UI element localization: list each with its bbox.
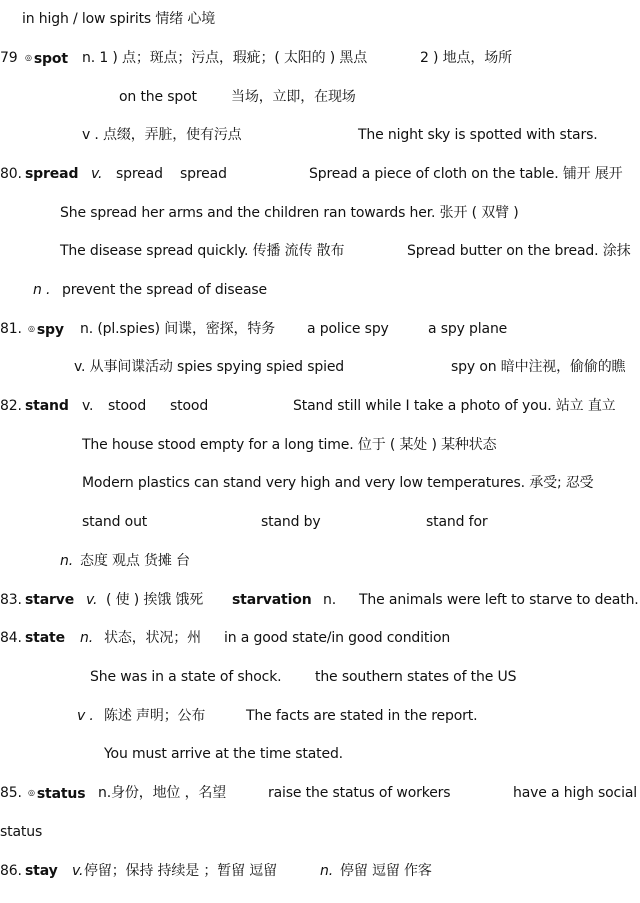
example-line — [0, 237, 640, 265]
part-of-speech: v. — [82, 398, 94, 414]
definition: n. 1 ) 点；斑点；污点，瑕疵；( 太阳的 ) 黑点 — [82, 50, 368, 66]
example-phrase: in a good state/in good condition — [224, 630, 451, 646]
phrase-line — [0, 508, 640, 536]
entry-number: 85. — [0, 785, 22, 801]
verb-sense-line — [0, 121, 640, 149]
noun-sense-line — [0, 276, 640, 304]
part-of-speech: n. — [323, 592, 337, 608]
example-phrase: a police spy — [307, 321, 389, 337]
headword: state — [25, 630, 65, 646]
phrase: stand for — [426, 514, 488, 530]
part-of-speech: v. — [72, 863, 84, 879]
headword — [28, 315, 64, 343]
part-of-speech: v . — [77, 708, 94, 724]
example-phrase: raise the status of workers — [268, 785, 451, 801]
example-line — [0, 199, 640, 227]
headword-text: status — [36, 786, 86, 802]
entry-number: 80. — [0, 166, 22, 182]
headword: starve — [25, 592, 75, 608]
entry-number: 84. — [0, 630, 22, 646]
phrase: on the spot — [119, 89, 197, 105]
example-line — [0, 431, 640, 459]
definition: v . 点缀，弄脏，使有污点 — [82, 127, 242, 143]
part-of-speech: n . — [33, 282, 51, 298]
part-of-speech: v. — [86, 592, 98, 608]
example-sentence: You must arrive at the time stated. — [104, 746, 343, 762]
headword — [28, 779, 85, 807]
noun-sense-line — [0, 547, 640, 575]
entry-spread — [0, 160, 640, 188]
headword — [25, 44, 68, 72]
definition: n.身份，地位 ，名望 — [98, 785, 227, 801]
entry-number: 82. — [0, 398, 22, 414]
verb-form: stood — [108, 398, 147, 414]
example-sentence: She was in a state of shock. — [90, 669, 282, 685]
phrase-line — [0, 83, 640, 111]
entry-state — [0, 624, 640, 652]
phrase-line — [0, 5, 640, 33]
entry-stay — [0, 857, 640, 885]
example-sentence: She spread her arms and the children ran towards her. 张开 ( 双臂 ) — [60, 205, 519, 221]
definition: v. 从事间谍活动 spies spying spied spied — [74, 359, 345, 375]
definition: 态度 观点 货摊 台 — [80, 553, 190, 569]
phrase-text: in high / low spirits 情绪 心境 — [22, 11, 216, 27]
wrapped-text: status — [0, 824, 43, 840]
phrase: spy on 暗中注视，偷偷的瞧 — [451, 359, 626, 375]
definition: ( 使 ) 挨饿 饿死 — [106, 592, 204, 608]
wrap-line — [0, 818, 640, 846]
verb-form: spread — [180, 166, 227, 182]
verb-sense-line — [0, 353, 640, 381]
headword: spread — [25, 166, 79, 182]
star-mark-icon: ◎ — [28, 788, 35, 797]
part-of-speech: n. — [60, 553, 74, 569]
entry-number: 86. — [0, 863, 22, 879]
headword: stand — [25, 398, 69, 414]
example-phrase: the southern states of the US — [315, 669, 517, 685]
example-sentence: Spread a piece of cloth on the table. 铺开 展开 — [309, 166, 623, 182]
entry-number: 83. — [0, 592, 22, 608]
star-mark-icon: ◎ — [25, 53, 32, 62]
headword: stay — [25, 863, 58, 879]
example-sentence: The disease spread quickly. 传播 流传 散布 — [60, 243, 345, 259]
example-sentence: The house stood empty for a long time. 位于 ( 某处 ) 某种状态 — [82, 437, 497, 453]
star-mark-icon: ◎ — [28, 324, 35, 333]
definition: 陈述 声明；公布 — [104, 708, 206, 724]
example-line — [0, 663, 640, 691]
example-sentence: The facts are stated in the report. — [246, 708, 478, 724]
example-sentence: Stand still while I take a photo of you. 站立 直立 — [293, 398, 616, 414]
definition: 状态，状况；州 — [104, 630, 201, 646]
part-of-speech: n. — [80, 630, 94, 646]
phrase: stand out — [82, 514, 148, 530]
derived-word: starvation — [232, 592, 312, 608]
definition: n. (pl.spies) 间谍，密探，特务 — [80, 321, 276, 337]
example-sentence: Modern plastics can stand very high and very low temperatures. 承受; 忍受 — [82, 475, 594, 491]
entry-stand — [0, 392, 640, 420]
verb-form: stood — [170, 398, 209, 414]
example-sentence: The night sky is spotted with stars. — [358, 127, 598, 143]
headword-text: spot — [33, 51, 68, 67]
example-phrase: have a high social — [513, 785, 638, 801]
example-phrase: a spy plane — [428, 321, 508, 337]
part-of-speech: v. — [91, 166, 103, 182]
entry-spot — [0, 44, 640, 72]
entry-number: 81. — [0, 321, 22, 337]
headword-text: spy — [36, 322, 64, 338]
definition: 停留；保持 持续是 ；暂留 逗留 — [84, 863, 277, 879]
entry-spy — [0, 315, 640, 343]
entry-status — [0, 779, 640, 807]
phrase: stand by — [261, 514, 321, 530]
example-sentence: The animals were left to starve to death. — [359, 592, 639, 608]
example-line — [0, 740, 640, 768]
entry-number: 79 — [0, 50, 18, 66]
verb-sense-line — [0, 702, 640, 730]
entry-starve — [0, 586, 640, 614]
definition: 停留 逗留 作客 — [340, 863, 432, 879]
part-of-speech: n. — [320, 863, 334, 879]
example-phrase: prevent the spread of disease — [62, 282, 268, 298]
example-sentence: Spread butter on the bread. 涂抹 — [407, 243, 631, 259]
verb-form: spread — [116, 166, 163, 182]
definition: 2 ) 地点，场所 — [420, 50, 512, 66]
example-line — [0, 469, 640, 497]
phrase-meaning: 当场，立即，在现场 — [231, 89, 356, 105]
